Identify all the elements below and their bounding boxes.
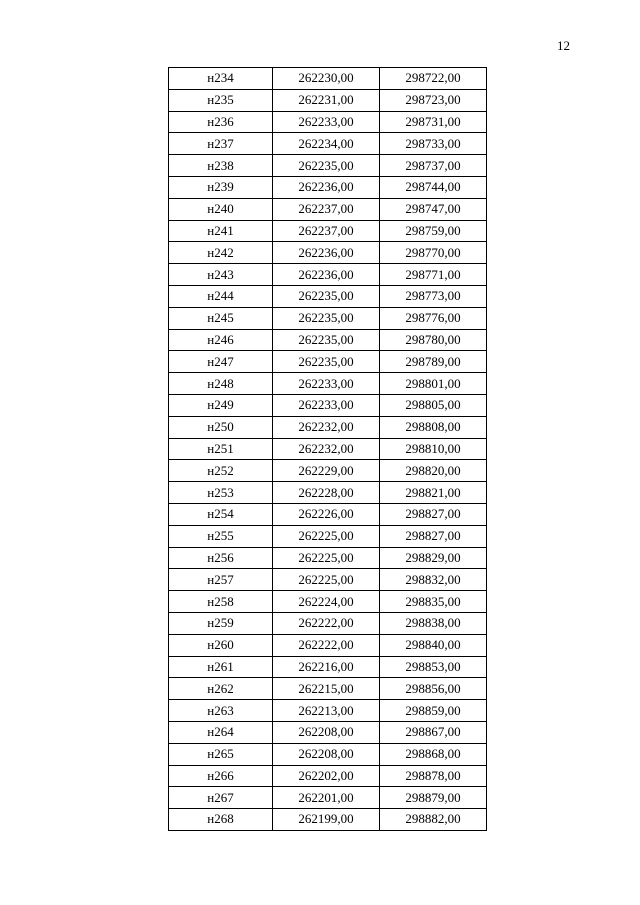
x-coordinate-cell: 262224,00 bbox=[273, 591, 380, 613]
page-number: 12 bbox=[557, 38, 570, 53]
x-coordinate-cell: 262237,00 bbox=[273, 220, 380, 242]
table-row bbox=[169, 700, 487, 722]
y-coordinate-cell: 298867,00 bbox=[380, 721, 487, 743]
y-coordinate-cell: 298832,00 bbox=[380, 569, 487, 591]
y-coordinate-cell: 298838,00 bbox=[380, 612, 487, 634]
table-row bbox=[169, 569, 487, 591]
y-coordinate-cell: 298853,00 bbox=[380, 656, 487, 678]
table-row bbox=[169, 176, 487, 198]
x-coordinate-cell: 262225,00 bbox=[273, 525, 380, 547]
table-row bbox=[169, 329, 487, 351]
table-row bbox=[169, 765, 487, 787]
point-name-cell: н263 bbox=[169, 700, 273, 722]
point-name-cell: н237 bbox=[169, 133, 273, 155]
table-row bbox=[169, 198, 487, 220]
y-coordinate-cell: 298808,00 bbox=[380, 416, 487, 438]
point-name-cell: н257 bbox=[169, 569, 273, 591]
table-row bbox=[169, 460, 487, 482]
y-coordinate-cell: 298759,00 bbox=[380, 220, 487, 242]
table-row bbox=[169, 155, 487, 177]
y-coordinate-cell: 298868,00 bbox=[380, 743, 487, 765]
point-name-cell: н265 bbox=[169, 743, 273, 765]
point-name-cell: н249 bbox=[169, 394, 273, 416]
table-row bbox=[169, 89, 487, 111]
point-name-cell: н266 bbox=[169, 765, 273, 787]
table-row bbox=[169, 743, 487, 765]
x-coordinate-cell: 262232,00 bbox=[273, 416, 380, 438]
x-coordinate-cell: 262215,00 bbox=[273, 678, 380, 700]
table-row bbox=[169, 809, 487, 831]
table-row bbox=[169, 133, 487, 155]
x-coordinate-cell: 262229,00 bbox=[273, 460, 380, 482]
y-coordinate-cell: 298744,00 bbox=[380, 176, 487, 198]
x-coordinate-cell: 262233,00 bbox=[273, 373, 380, 395]
table-row bbox=[169, 220, 487, 242]
x-coordinate-cell: 262201,00 bbox=[273, 787, 380, 809]
point-name-cell: н239 bbox=[169, 176, 273, 198]
x-coordinate-cell: 262235,00 bbox=[273, 307, 380, 329]
y-coordinate-cell: 298859,00 bbox=[380, 700, 487, 722]
y-coordinate-cell: 298770,00 bbox=[380, 242, 487, 264]
point-name-cell: н246 bbox=[169, 329, 273, 351]
table-row bbox=[169, 612, 487, 634]
y-coordinate-cell: 298780,00 bbox=[380, 329, 487, 351]
x-coordinate-cell: 262208,00 bbox=[273, 743, 380, 765]
table-row bbox=[169, 351, 487, 373]
table-row bbox=[169, 307, 487, 329]
x-coordinate-cell: 262235,00 bbox=[273, 329, 380, 351]
x-coordinate-cell: 262222,00 bbox=[273, 612, 380, 634]
table-row bbox=[169, 591, 487, 613]
x-coordinate-cell: 262236,00 bbox=[273, 176, 380, 198]
x-coordinate-cell: 262230,00 bbox=[273, 68, 380, 90]
table-row bbox=[169, 656, 487, 678]
y-coordinate-cell: 298776,00 bbox=[380, 307, 487, 329]
point-name-cell: н235 bbox=[169, 89, 273, 111]
point-name-cell: н259 bbox=[169, 612, 273, 634]
y-coordinate-cell: 298723,00 bbox=[380, 89, 487, 111]
x-coordinate-cell: 262199,00 bbox=[273, 809, 380, 831]
y-coordinate-cell: 298722,00 bbox=[380, 68, 487, 90]
table-row bbox=[169, 373, 487, 395]
x-coordinate-cell: 262234,00 bbox=[273, 133, 380, 155]
table-row bbox=[169, 547, 487, 569]
coordinates-table bbox=[168, 67, 487, 831]
y-coordinate-cell: 298878,00 bbox=[380, 765, 487, 787]
point-name-cell: н260 bbox=[169, 634, 273, 656]
y-coordinate-cell: 298733,00 bbox=[380, 133, 487, 155]
y-coordinate-cell: 298879,00 bbox=[380, 787, 487, 809]
x-coordinate-cell: 262222,00 bbox=[273, 634, 380, 656]
x-coordinate-cell: 262235,00 bbox=[273, 155, 380, 177]
point-name-cell: н236 bbox=[169, 111, 273, 133]
y-coordinate-cell: 298882,00 bbox=[380, 809, 487, 831]
x-coordinate-cell: 262231,00 bbox=[273, 89, 380, 111]
y-coordinate-cell: 298731,00 bbox=[380, 111, 487, 133]
y-coordinate-cell: 298810,00 bbox=[380, 438, 487, 460]
table-row bbox=[169, 68, 487, 90]
table-row bbox=[169, 394, 487, 416]
table-row bbox=[169, 416, 487, 438]
point-name-cell: н253 bbox=[169, 482, 273, 504]
x-coordinate-cell: 262233,00 bbox=[273, 111, 380, 133]
y-coordinate-cell: 298747,00 bbox=[380, 198, 487, 220]
table-row bbox=[169, 285, 487, 307]
x-coordinate-cell: 262236,00 bbox=[273, 264, 380, 286]
y-coordinate-cell: 298801,00 bbox=[380, 373, 487, 395]
point-name-cell: н252 bbox=[169, 460, 273, 482]
table-row bbox=[169, 678, 487, 700]
point-name-cell: н247 bbox=[169, 351, 273, 373]
y-coordinate-cell: 298835,00 bbox=[380, 591, 487, 613]
table-row bbox=[169, 634, 487, 656]
point-name-cell: н243 bbox=[169, 264, 273, 286]
point-name-cell: н255 bbox=[169, 525, 273, 547]
x-coordinate-cell: 262225,00 bbox=[273, 547, 380, 569]
x-coordinate-cell: 262208,00 bbox=[273, 721, 380, 743]
point-name-cell: н242 bbox=[169, 242, 273, 264]
point-name-cell: н268 bbox=[169, 809, 273, 831]
point-name-cell: н256 bbox=[169, 547, 273, 569]
table-row bbox=[169, 525, 487, 547]
x-coordinate-cell: 262235,00 bbox=[273, 285, 380, 307]
point-name-cell: н248 bbox=[169, 373, 273, 395]
point-name-cell: н261 bbox=[169, 656, 273, 678]
table-row bbox=[169, 482, 487, 504]
point-name-cell: н244 bbox=[169, 285, 273, 307]
point-name-cell: н254 bbox=[169, 503, 273, 525]
point-name-cell: н245 bbox=[169, 307, 273, 329]
y-coordinate-cell: 298829,00 bbox=[380, 547, 487, 569]
point-name-cell: н251 bbox=[169, 438, 273, 460]
y-coordinate-cell: 298820,00 bbox=[380, 460, 487, 482]
x-coordinate-cell: 262216,00 bbox=[273, 656, 380, 678]
x-coordinate-cell: 262226,00 bbox=[273, 503, 380, 525]
table-row bbox=[169, 503, 487, 525]
point-name-cell: н264 bbox=[169, 721, 273, 743]
y-coordinate-cell: 298771,00 bbox=[380, 264, 487, 286]
point-name-cell: н234 bbox=[169, 68, 273, 90]
point-name-cell: н250 bbox=[169, 416, 273, 438]
point-name-cell: н241 bbox=[169, 220, 273, 242]
y-coordinate-cell: 298827,00 bbox=[380, 503, 487, 525]
x-coordinate-cell: 262235,00 bbox=[273, 351, 380, 373]
point-name-cell: н258 bbox=[169, 591, 273, 613]
table-row bbox=[169, 721, 487, 743]
x-coordinate-cell: 262228,00 bbox=[273, 482, 380, 504]
x-coordinate-cell: 262213,00 bbox=[273, 700, 380, 722]
y-coordinate-cell: 298840,00 bbox=[380, 634, 487, 656]
point-name-cell: н238 bbox=[169, 155, 273, 177]
table-row bbox=[169, 438, 487, 460]
table-row bbox=[169, 787, 487, 809]
y-coordinate-cell: 298789,00 bbox=[380, 351, 487, 373]
coordinates-table-body bbox=[169, 68, 487, 831]
x-coordinate-cell: 262236,00 bbox=[273, 242, 380, 264]
x-coordinate-cell: 262202,00 bbox=[273, 765, 380, 787]
y-coordinate-cell: 298773,00 bbox=[380, 285, 487, 307]
point-name-cell: н267 bbox=[169, 787, 273, 809]
y-coordinate-cell: 298856,00 bbox=[380, 678, 487, 700]
x-coordinate-cell: 262232,00 bbox=[273, 438, 380, 460]
y-coordinate-cell: 298805,00 bbox=[380, 394, 487, 416]
y-coordinate-cell: 298737,00 bbox=[380, 155, 487, 177]
y-coordinate-cell: 298821,00 bbox=[380, 482, 487, 504]
point-name-cell: н240 bbox=[169, 198, 273, 220]
x-coordinate-cell: 262237,00 bbox=[273, 198, 380, 220]
y-coordinate-cell: 298827,00 bbox=[380, 525, 487, 547]
table-row bbox=[169, 264, 487, 286]
x-coordinate-cell: 262233,00 bbox=[273, 394, 380, 416]
x-coordinate-cell: 262225,00 bbox=[273, 569, 380, 591]
table-row bbox=[169, 242, 487, 264]
table-row bbox=[169, 111, 487, 133]
point-name-cell: н262 bbox=[169, 678, 273, 700]
